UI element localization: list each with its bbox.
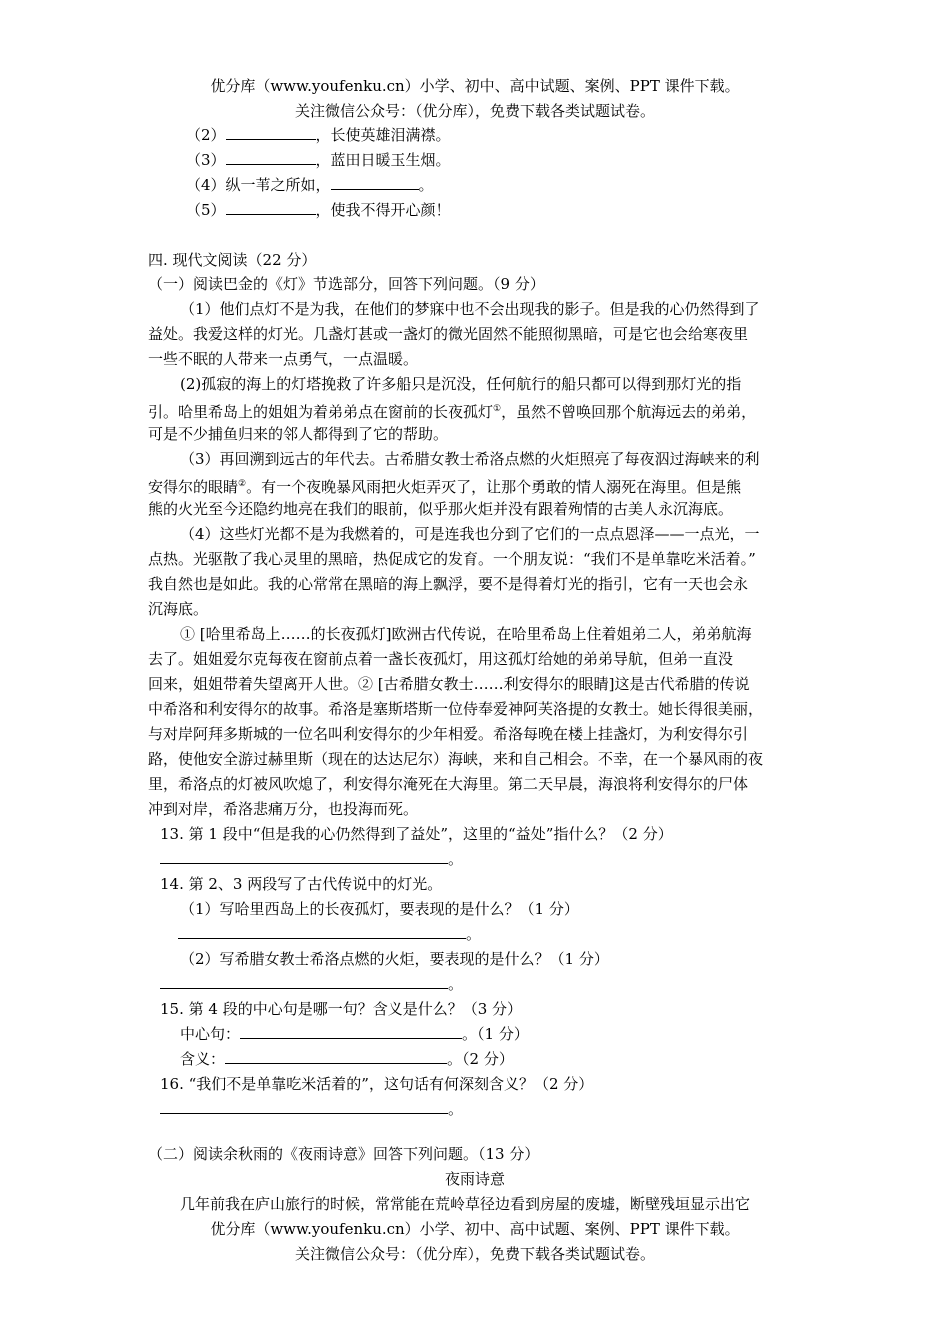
- p3-line: （3）再回溯到远古的年代去。古希腊女教士希洛点燃的火炬照亮了每夜泅过海峡来的利: [180, 450, 760, 468]
- p4-line: （4）这些灯光都不是为我燃着的，可是连我也分到了它们的一点点恩泽——一点光，一: [180, 525, 760, 543]
- p1-line: 益处。我爱这样的灯光。几盏灯甚或一盏灯的微光固然不能照彻黑暗，可是它也会给寒夜里: [148, 325, 749, 343]
- answer-line: 。: [160, 974, 463, 994]
- header-line-2: 关注微信公众号：（优分库），免费下载各类试题试卷。: [294, 102, 655, 120]
- answer-blank[interactable]: [160, 974, 448, 989]
- question-13: 13. 第 1 段中“但是我的心仍然得到了益处”，这里的“益处”指什么？（2 分）: [160, 825, 673, 843]
- answer-blank[interactable]: [226, 200, 316, 215]
- part1-title: （一）阅读巴金的《灯》节选部分，回答下列问题。（9 分）: [148, 275, 545, 293]
- article-title: 夜雨诗意: [444, 1170, 505, 1188]
- answer-blank[interactable]: [331, 175, 419, 190]
- footnote-mark: ②: [238, 479, 247, 489]
- question-14-2: （2）写希腊女教士希洛点燃的火炬，要表现的是什么？（1 分）: [180, 950, 609, 968]
- answer-line: 。: [160, 849, 463, 869]
- dictation-item: （5） ，使我不得开心颜！: [186, 201, 451, 219]
- note-line: 里，希洛点的灯被风吹熄了，利安得尔淹死在大海里。第二天早晨，海浪将利安得尔的尸体: [148, 775, 749, 793]
- note-line: 回来，姐姐带着失望离开人世。② [古希腊女教士……利安得尔的眼睛]这是古代希腊的传说: [148, 675, 750, 693]
- footer-line-2: 关注微信公众号：（优分库），免费下载各类试题试卷。: [294, 1245, 655, 1263]
- p4-line: 点热。光驱散了我心灵里的黑暗，热促成它的发育。一个朋友说：“我们不是单靠吃米活着。”: [148, 550, 756, 568]
- p2-line: 可是不少捕鱼归来的邻人都得到了它的帮助。: [148, 425, 449, 443]
- q15-meaning: 含义： 。（2 分）: [180, 1050, 514, 1068]
- answer-line: 。: [160, 1099, 463, 1119]
- question-15: 15. 第 4 段的中心句是哪一句？含义是什么？（3 分）: [160, 1000, 523, 1018]
- question-14-1: （1）写哈里西岛上的长夜孤灯，要表现的是什么？（1 分）: [180, 900, 579, 918]
- question-16: 16. “我们不是单靠吃米活着的”，这句话有何深刻含义？（2 分）: [160, 1075, 594, 1093]
- answer-blank[interactable]: [160, 849, 448, 864]
- footnote-mark: ①: [493, 404, 502, 414]
- note-line: 冲到对岸，希洛悲痛万分，也投海而死。: [148, 800, 419, 818]
- p3-line: 安得尔的眼睛②。有一个夜晚暴风雨把火炬弄灭了，让那个勇敢的情人溺死在海里。但是熊: [148, 478, 742, 496]
- answer-blank[interactable]: [178, 924, 466, 939]
- p4-line: 我自然也是如此。我的心常常在黑暗的海上飘浮，要不是得着灯光的指引，它有一天也会永: [148, 575, 749, 593]
- note-line: 与对岸阿拜多斯城的一位名叫利安得尔的少年相爱。希洛每晚在楼上挂盏灯，为利安得尔引: [148, 725, 749, 743]
- dictation-item: （2） ，长使英雄泪满襟。: [186, 126, 451, 144]
- dictation-item: （4）纵一苇之所如， 。: [186, 176, 434, 194]
- part2-title: （二）阅读余秋雨的《夜雨诗意》回答下列问题。（13 分）: [148, 1145, 540, 1163]
- note-line: 去了。姐姐爱尔克每夜在窗前点着一盏长夜孤灯，用这孤灯给她的弟弟导航，但弟一直没: [148, 650, 734, 668]
- p1-line: 一些不眠的人带来一点勇气，一点温暖。: [148, 350, 419, 368]
- footer-line-1: 优分库（www.youfenku.cn）小学、初中、高中试题、案例、PPT 课件下载。: [210, 1220, 740, 1238]
- p3-line: 熊的火光至今还隐约地亮在我们的眼前，似乎那火炬并没有跟着殉情的古美人永沉海底。: [148, 500, 734, 518]
- section-title: 四. 现代文阅读（22 分）: [148, 251, 317, 269]
- note-line: ① [哈里希岛上……的长夜孤灯]欧洲古代传说，在哈里希岛上住着姐弟二人，弟弟航海: [180, 625, 752, 643]
- p2-line: (2)孤寂的海上的灯塔挽救了许多船只是沉没，任何航行的船只都可以得到那灯光的指: [180, 375, 742, 393]
- article-first-line: 几年前我在庐山旅行的时候，常常能在荒岭草径边看到房屋的废墟，断壁残垣显示出它: [180, 1195, 751, 1213]
- question-14: 14. 第 2、3 两段写了古代传说中的灯光。: [160, 875, 443, 893]
- header-line-1: 优分库（www.youfenku.cn）小学、初中、高中试题、案例、PPT 课件下载。: [210, 77, 740, 95]
- answer-blank[interactable]: [226, 150, 316, 165]
- p4-line: 沉海底。: [148, 600, 209, 618]
- p1-line: （1）他们点灯不是为我，在他们的梦寐中也不会出现我的影子。但是我的心仍然得到了: [180, 300, 760, 318]
- note-line: 中希洛和利安得尔的故事。希洛是塞斯塔斯一位侍奉爱神阿芙洛提的女教士。她长得很美丽，: [148, 700, 764, 718]
- answer-blank[interactable]: [160, 1099, 448, 1114]
- answer-blank[interactable]: [240, 1024, 462, 1039]
- q15-center-sentence: 中心句： 。（1 分）: [180, 1025, 529, 1043]
- note-line: 路，使他安全游过赫里斯（现在的达达尼尔）海峡，来和自己相会。不幸，在一个暴风雨的夜: [148, 750, 764, 768]
- answer-blank[interactable]: [225, 1049, 447, 1064]
- dictation-item: （3） ，蓝田日暖玉生烟。: [186, 151, 451, 169]
- p2-line: 引。哈里希岛上的姐姐为着弟弟点在窗前的长夜孤灯①，虽然不曾唤回那个航海远去的弟弟，: [148, 403, 757, 421]
- answer-blank[interactable]: [226, 125, 316, 140]
- answer-line: 。: [178, 924, 481, 944]
